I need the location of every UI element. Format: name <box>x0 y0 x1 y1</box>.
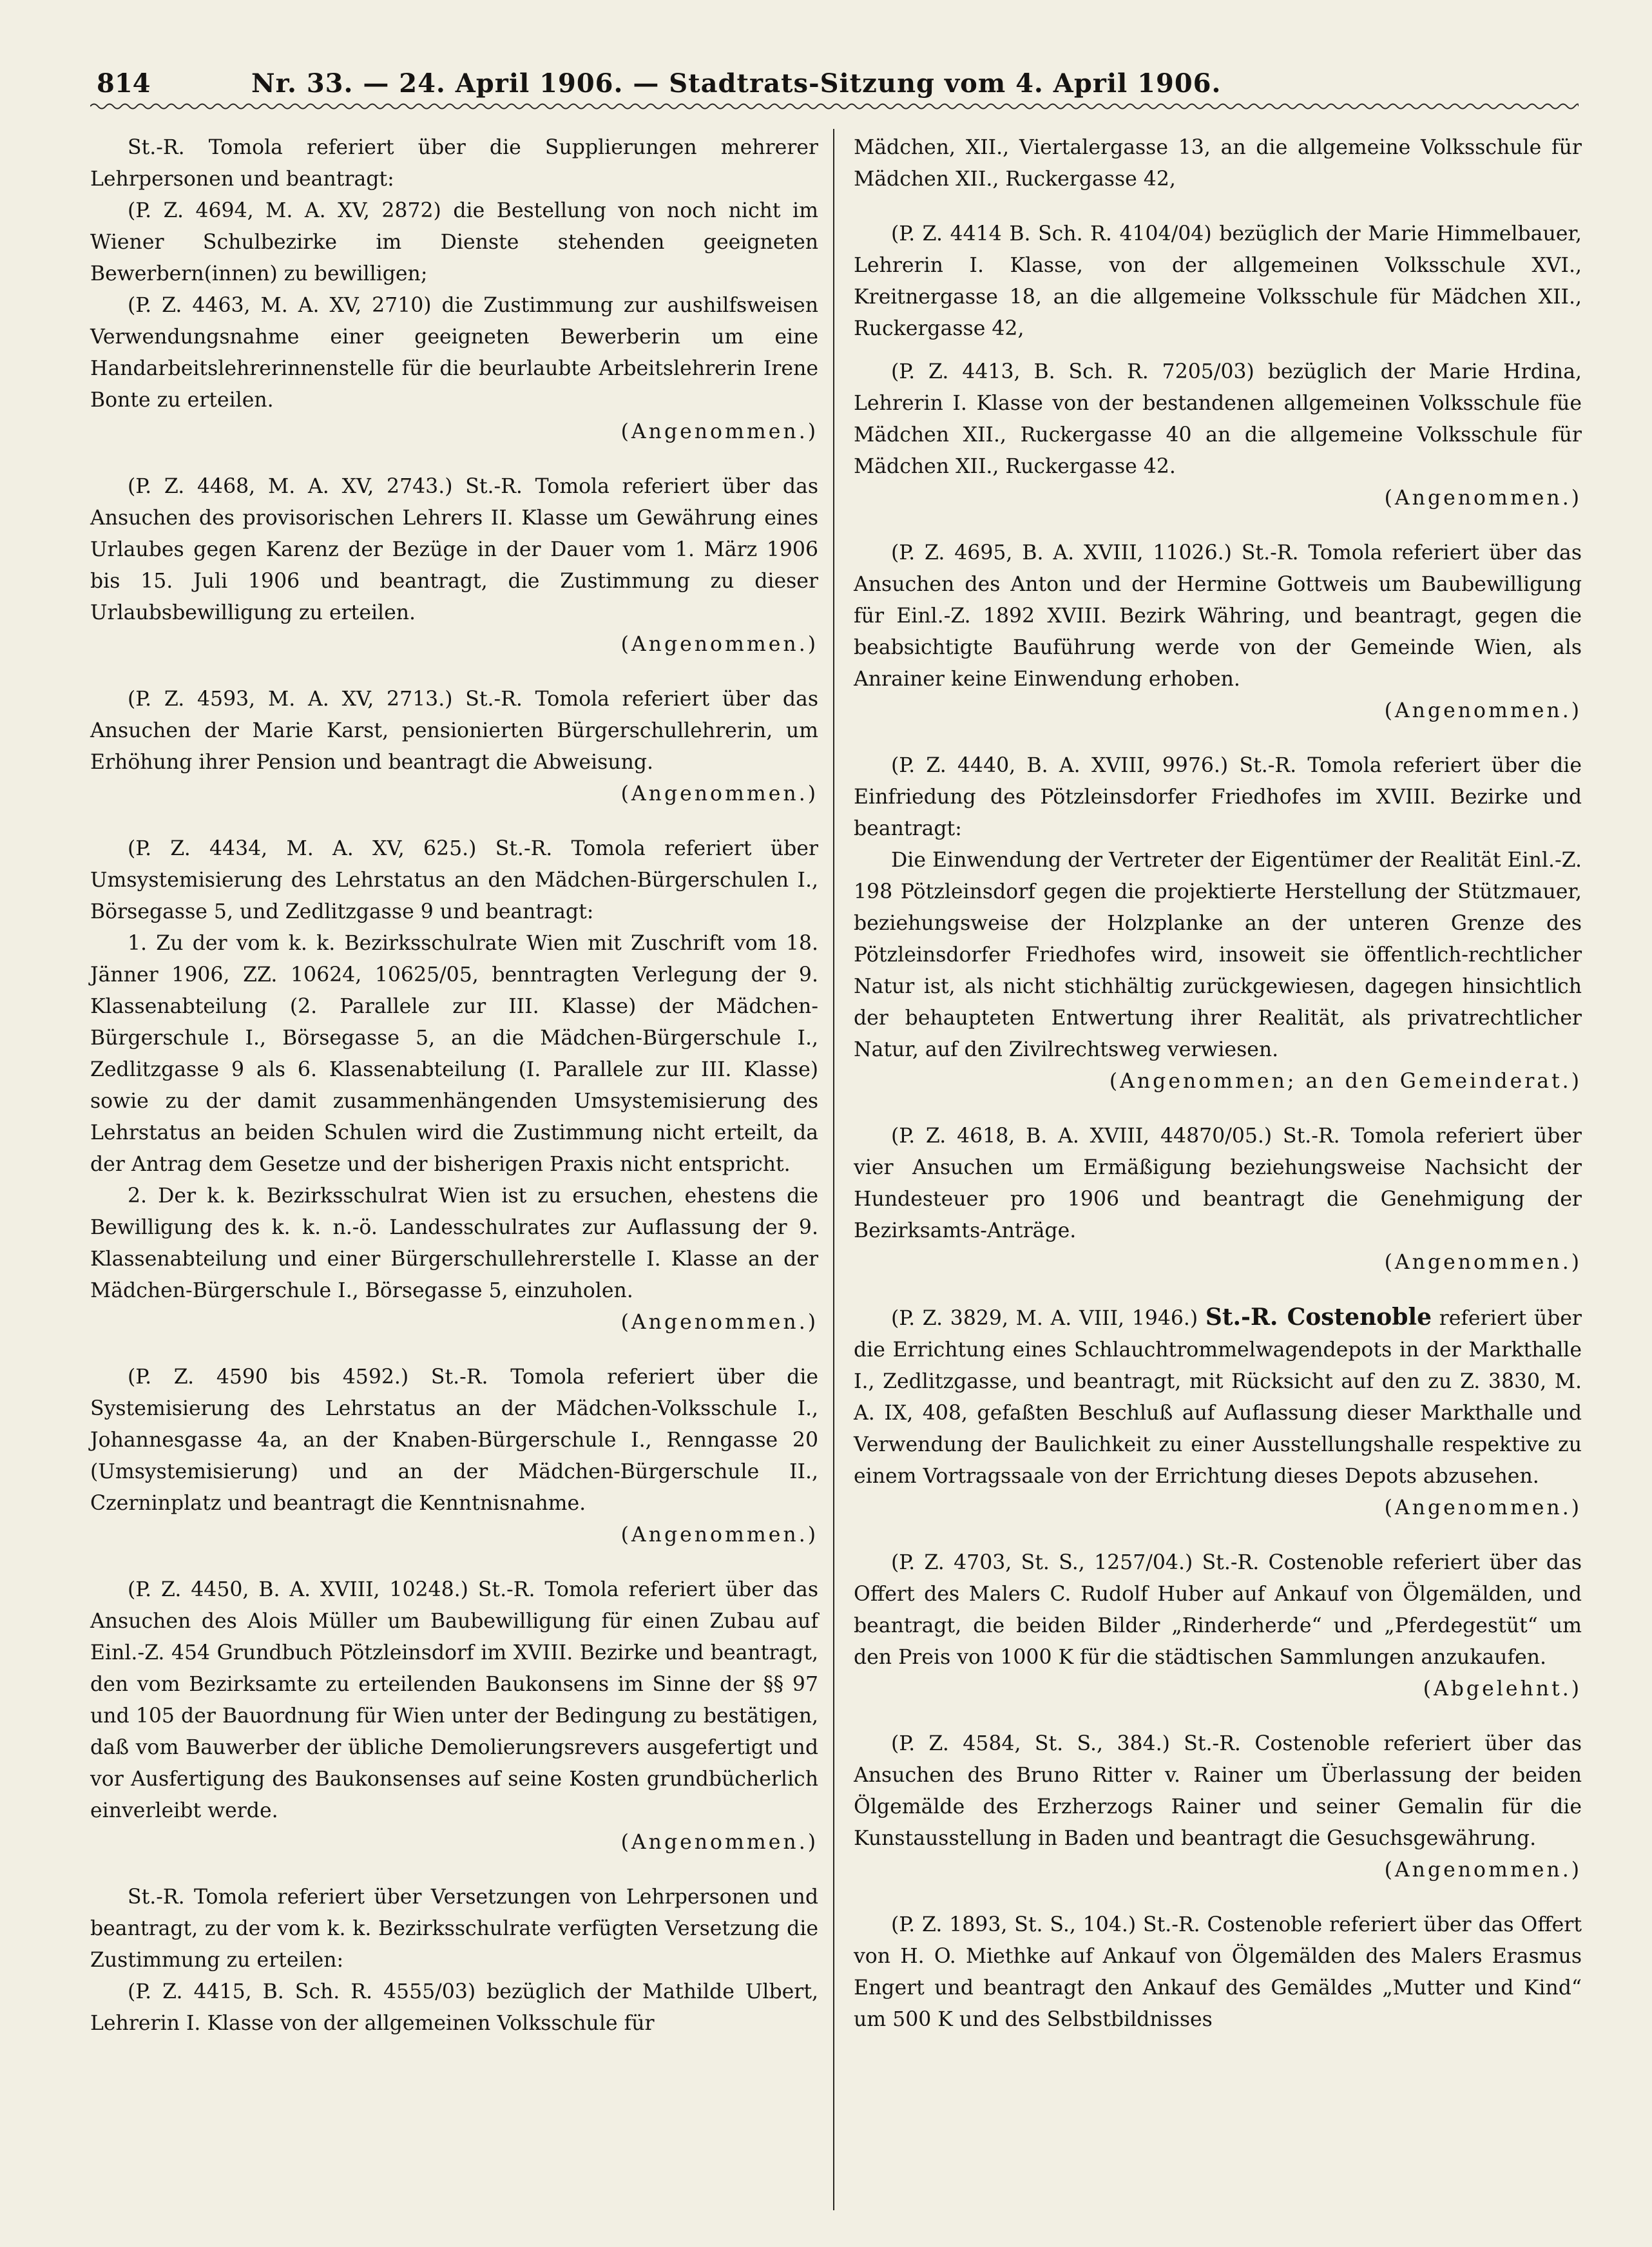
left-column <box>90 132 818 2040</box>
paragraph: 2. Der k. k. Bezirksschulrat Wien ist zu ersuchen, ehestens die Bewilligung des k. k. n.-ö. Landesschulrates zur Auflassung der 9. Klassenabteilung und einer Bürgerschullehrerstelle I. Klasse an der Mädchen-Bürgerschule I., Börsegasse 5, einzuholen. <box>90 1184 818 1302</box>
paragraph: (P. Z. 4440, B. A. XVIII, 9976.) St.-R. Tomola referiert über die Einfriedung des Pötzleinsdorfer Friedhofes im XVIII. Bezirke und beantragt: <box>854 754 1582 840</box>
paragraph: (P. Z. 4415, B. Sch. R. 4555/03) bezüglich der Mathilde Ulbert, Lehrerin I. Klasse von der allgemeinen Volksschule für <box>90 1980 818 2035</box>
paragraph: (P. Z. 4450, B. A. XVIII, 10248.) St.-R. Tomola referiert über das Ansuchen des Alois Müller um Baubewilligung für einen Zubau auf Einl.-Z. 454 Grundbuch Pötzleinsdorf im XVIII. Bezirke und beantragt, den vom Bezirksamte zu erteilenden Baukonsens im Sinne der §§ 97 und 105 der Bauordnung für Wien unter der Bedingung zu bestätigen, daß vom Bauwerber der übliche Demolierungsrevers ausgefertigt und vor Ausfertigung des Baukonsenses auf seine Kosten grundbücherlich einverleibt werde. <box>90 1578 818 1822</box>
paragraph: (P. Z. 4590 bis 4592.) St.-R. Tomola referiert über die Systemisierung des Lehrstatus an der Mädchen-Volksschule I., Johannesgasse 4a, an der Knaben-Bürgerschule I., Renngasse 20 (Umsystemisierung) und an der Mädchen-Bürgerschule II., Czerninplatz und beantragt die Kenntnisnahme. <box>90 1365 818 1515</box>
resolution: (Angenommen.) <box>1384 699 1582 722</box>
paragraph: (P. Z. 4593, M. A. XV, 2713.) St.-R. Tomola referiert über das Ansuchen der Marie Karst, pensionierten Bürgerschullehrerin, um Erhöhung ihrer Pension und beantragt die Abweisung. <box>90 688 818 774</box>
resolution: (Angenommen.) <box>620 1831 818 1854</box>
paragraph: (P. Z. 4414 B. Sch. R. 4104/04) bezüglich der Marie Himmelbauer, Lehrerin I. Klasse, von der allgemeinen Volksschule XVI., Kreitnergasse 18, an die allgemeine Volksschule für Mädchen XII., Ruckergasse 42, <box>854 222 1582 340</box>
paragraph <box>854 1302 1582 1492</box>
resolution: (Angenommen.) <box>1384 487 1582 510</box>
resolution: (Angenommen.) <box>620 1523 818 1547</box>
paragraph: (P. Z. 4618, B. A. XVIII, 44870/05.) St.-R. Tomola referiert über vier Ansuchen um Ermäßigung beziehungsweise Nachsicht der Hundesteuer pro 1906 und beantragt die Genehmigung der Bezirksamts-Anträge. <box>854 1124 1582 1242</box>
paragraph: (P. Z. 4463, M. A. XV, 2710) die Zustimmung zur aushilfsweisen Verwendungsnahme einer geeigneten Bewerberin um eine Handarbeitslehrerinnenstelle für die beurlaubte Arbeitslehrerin Irene Bonte zu erteilen. <box>90 294 818 412</box>
paragraph: St.-R. Tomola referiert über Versetzungen von Lehrpersonen und beantragt, zu der vom k. k. Bezirksschulrate verfügten Versetzung die Zustimmung zu erteilen: <box>90 1885 818 1972</box>
issue-title: Nr. 33. — 24. April 1906. — Stadtrats-Sitzung vom 4. April 1906. <box>251 68 1222 99</box>
paragraph: St.-R. Tomola referiert über die Supplierungen mehrerer Lehrpersonen und beantragt: <box>90 136 818 191</box>
resolution: (Angenommen.) <box>620 633 818 656</box>
resolution: (Angenommen.) <box>1384 1496 1582 1519</box>
resolution: (Abgelehnt.) <box>1423 1677 1582 1701</box>
resolution: (Angenommen.) <box>620 782 818 805</box>
paragraph: (P. Z. 4434, M. A. XV, 625.) St.-R. Tomola referiert über Umsystemisierung des Lehrstatus an den Mädchen-Bürgerschulen I., Börsegasse 5, und Zedlitzgasse 9 und beantragt: <box>90 837 818 923</box>
paragraph: (P. Z. 4413, B. Sch. R. 7205/03) bezüglich der Marie Hrdina, Lehrerin I. Klasse von der bestandenen allgemeinen Volksschule füe Mädchen XII., Ruckergasse 40 an die allgemeine Volksschule für Mädchen XII., Ruckergasse 42. <box>854 360 1582 478</box>
speaker-name: St.-R. Costenoble <box>1205 1304 1432 1331</box>
column-divider <box>833 129 834 2210</box>
header-wavy-rule <box>90 102 1579 111</box>
resolution: (Angenommen; an den Gemeinderat.) <box>1109 1070 1582 1093</box>
paragraph: (P. Z. 4468, M. A. XV, 2743.) St.-R. Tomola referiert über das Ansuchen des provisorischen Lehrers II. Klasse um Gewährung eines Urlaubes gegen Karenz der Bezüge in der Dauer vom 1. März 1906 bis 15. Juli 1906 und beantragt, die Zustimmung zu dieser Urlaubsbewilligung zu erteilen. <box>90 475 818 624</box>
paragraph: Mädchen, XII., Viertalergasse 13, an die allgemeine Volksschule für Mädchen XII., Ruckergasse 42, <box>854 136 1582 191</box>
resolution: (Angenommen.) <box>1384 1858 1582 1882</box>
resolution: (Angenommen.) <box>620 420 818 443</box>
resolution: (Angenommen.) <box>1384 1251 1582 1274</box>
paragraph: (P. Z. 4695, B. A. XVIII, 11026.) St.-R. Tomola referiert über das Ansuchen des Anton und der Hermine Gottweis um Baubewilligung für Einl.-Z. 1892 XVIII. Bezirk Währing, und beantragt, gegen die beabsichtigte Bauführung werde von der Gemeinde Wien, als Anrainer keine Einwendung erhoben. <box>854 541 1582 691</box>
page-header <box>90 57 1581 108</box>
paragraph: (P. Z. 1893, St. S., 104.) St.-R. Costenoble referiert über das Offert von H. O. Miethke auf Ankauf von Ölgemälden des Malers Erasmus Engert und beantragt den Ankauf des Gemäldes „Mutter und Kind“ um 500 K und des Selbstbildnisses <box>854 1913 1582 2031</box>
page-number: 814 <box>97 68 151 99</box>
paragraph: (P. Z. 4703, St. S., 1257/04.) St.-R. Costenoble referiert über das Offert des Malers C. Rudolf Huber auf Ankauf von Ölgemälden, und beantragt, die beiden Bilder „Rinderherde“ und „Pferdegestüt“ um den Preis von 1000 K für die städtischen Sammlungen anzukaufen. <box>854 1551 1582 1669</box>
paragraph: 1. Zu der vom k. k. Bezirksschulrate Wien mit Zuschrift vom 18. Jänner 1906, ZZ. 10624, 10625/05, benntragten Verlegung der 9. Klassenabteilung (2. Parallele zur III. Klasse) der Mädchen-Bürgerschule I., Börsegasse 5, an die Mädchen-Bürgerschule I., Zedlitzgasse 9 als 6. Klassenabteilung (I. Parallele zur III. Klasse) sowie zu der damit zusammenhängenden Umsystemisierung des Lehrstatus an beiden Schulen wird die Zustimmung nicht erteilt, da der Antrag dem Gesetze und der bisherigen Praxis nicht entspricht. <box>90 932 818 1176</box>
paragraph: (P. Z. 4694, M. A. XV, 2872) die Bestellung von noch nicht im Wiener Schulbezirke im Dienste stehenden geeigneten Bewerbern(innen) zu bewilligen; <box>90 199 818 285</box>
paragraph-text: referiert über die Errichtung eines Schlauchtrommelwagendepots in der Markthalle I., Zedlitzgasse, und beantragt, mit Rücksicht auf den zu Z. 3830, M. A. IX, 408, gefaßten Beschluß auf Auflassung dieser Markthalle und Verwendung der Baulichkeit zu einer Ausstellungshalle respektive zu einem Vortragssaale von der Errichtung dieses Depots abzusehen. <box>854 1307 1582 1488</box>
paragraph: (P. Z. 4584, St. S., 384.) St.-R. Costenoble referiert über das Ansuchen des Bruno Ritter v. Rainer um Überlassung der beiden Ölgemälde des Erzherzogs Rainer und seiner Gemalin für die Kunstausstellung in Baden und beantragt die Gesuchsgewährung. <box>854 1732 1582 1850</box>
right-column <box>854 132 1582 2036</box>
paragraph: Die Einwendung der Vertreter der Eigentümer der Realität Einl.-Z. 198 Pötzleinsdorf gegen die projektierte Herstellung der Stützmauer, beziehungsweise der Holzplanke an der unteren Grenze des Pötzleinsdorfer Friedhofes wird, insoweit sie öffentlich-rechtlicher Natur ist, als nicht stichhältig zurückgewiesen, dagegen hinsichtlich der behaupteten Entwertung ihrer Realität, als privatrechtlicher Natur, auf den Zivilrechtsweg verwiesen. <box>854 849 1582 1061</box>
resolution: (Angenommen.) <box>620 1311 818 1334</box>
reference-number: (P. Z. 3829, M. A. VIII, 1946.) <box>891 1307 1198 1330</box>
